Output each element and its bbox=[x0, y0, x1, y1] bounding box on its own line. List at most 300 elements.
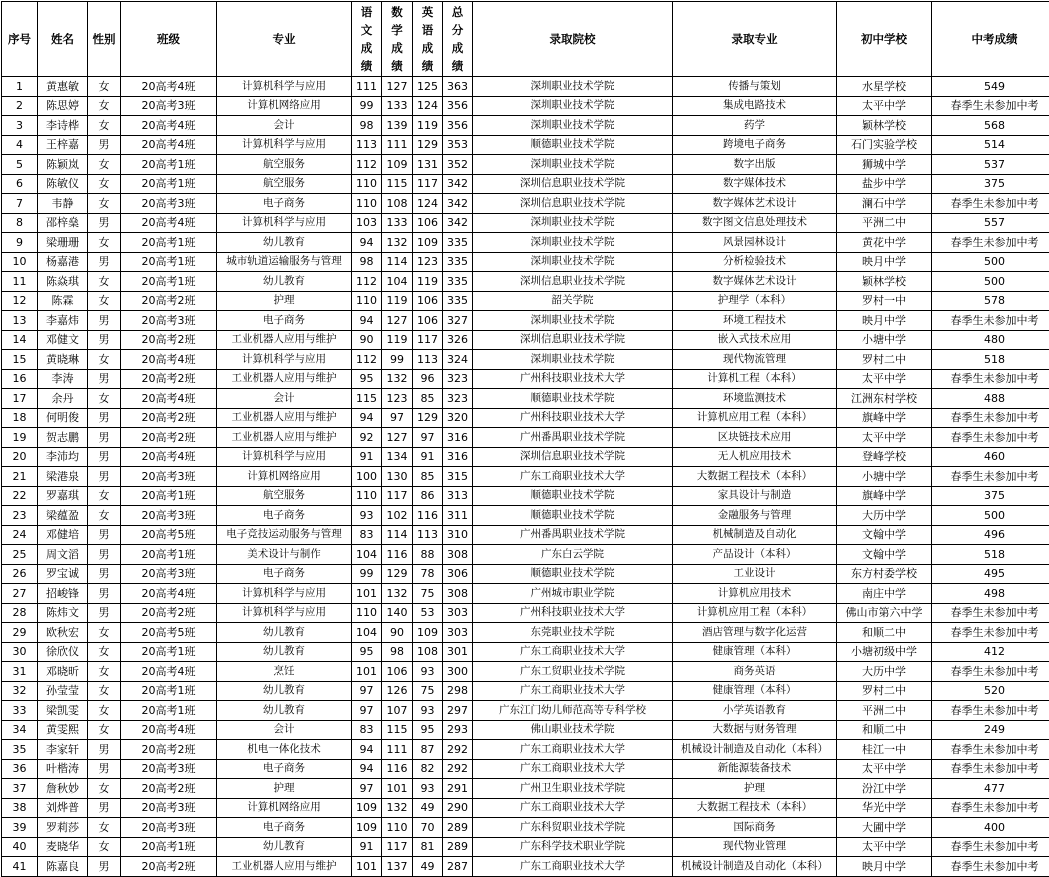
zhongkao-score-cell: 488 bbox=[932, 389, 1049, 409]
math-score-cell: 111 bbox=[382, 740, 413, 760]
name-cell: 陈嘉良 bbox=[38, 857, 88, 877]
zhongkao-score-cell: 春季生未参加中考 bbox=[932, 408, 1049, 428]
math-score-cell: 115 bbox=[382, 720, 413, 740]
total-score-cell: 323 bbox=[443, 369, 473, 389]
table-row bbox=[2, 77, 1049, 97]
math-score-cell: 132 bbox=[382, 369, 413, 389]
total-score-cell: 290 bbox=[443, 798, 473, 818]
class-cell: 20高考2班 bbox=[121, 369, 217, 389]
college-cell: 深圳职业技术学院 bbox=[473, 233, 673, 253]
class-cell: 20高考4班 bbox=[121, 213, 217, 233]
class-cell: 20高考4班 bbox=[121, 350, 217, 370]
english-score-cell: 109 bbox=[413, 623, 443, 643]
seq-cell: 10 bbox=[2, 252, 38, 272]
middle-school-cell: 澜石中学 bbox=[837, 194, 932, 214]
admitted-major-cell: 无人机应用技术 bbox=[673, 447, 837, 467]
college-cell: 深圳职业技术学院 bbox=[473, 116, 673, 136]
name-cell: 刘烨普 bbox=[38, 798, 88, 818]
college-cell: 深圳信息职业技术学院 bbox=[473, 272, 673, 292]
gender-cell: 女 bbox=[88, 77, 121, 97]
total-score-cell: 324 bbox=[443, 350, 473, 370]
math-score-cell: 99 bbox=[382, 350, 413, 370]
class-cell: 20高考4班 bbox=[121, 389, 217, 409]
admitted-major-cell: 数字图文信息处理技术 bbox=[673, 213, 837, 233]
college-cell: 广州卫生职业技术学院 bbox=[473, 779, 673, 799]
class-cell: 20高考1班 bbox=[121, 155, 217, 175]
chinese-score-cell: 83 bbox=[352, 720, 382, 740]
seq-cell: 34 bbox=[2, 720, 38, 740]
seq-cell: 2 bbox=[2, 96, 38, 116]
total-score-cell: 342 bbox=[443, 213, 473, 233]
major-cell: 计算机网络应用 bbox=[217, 798, 352, 818]
name-cell: 黄惠敏 bbox=[38, 77, 88, 97]
table-row bbox=[2, 662, 1049, 682]
class-cell: 20高考1班 bbox=[121, 174, 217, 194]
gender-cell: 女 bbox=[88, 272, 121, 292]
math-score-cell: 90 bbox=[382, 623, 413, 643]
name-cell: 陈焱琪 bbox=[38, 272, 88, 292]
math-score-cell: 106 bbox=[382, 662, 413, 682]
class-cell: 20高考3班 bbox=[121, 194, 217, 214]
zhongkao-score-cell: 春季生未参加中考 bbox=[932, 369, 1049, 389]
english-score-cell: 88 bbox=[413, 545, 443, 565]
zhongkao-score-cell: 春季生未参加中考 bbox=[932, 662, 1049, 682]
english-score-cell: 119 bbox=[413, 272, 443, 292]
class-cell: 20高考2班 bbox=[121, 291, 217, 311]
seq-cell: 36 bbox=[2, 759, 38, 779]
middle-school-cell: 罗村二中 bbox=[837, 681, 932, 701]
middle-school-cell: 盐步中学 bbox=[837, 174, 932, 194]
total-score-cell: 297 bbox=[443, 701, 473, 721]
math-score-cell: 115 bbox=[382, 174, 413, 194]
table-row bbox=[2, 701, 1049, 721]
gender-cell: 女 bbox=[88, 486, 121, 506]
admitted-major-cell: 健康管理（本科） bbox=[673, 681, 837, 701]
college-cell: 深圳信息职业技术学院 bbox=[473, 330, 673, 350]
seq-cell: 30 bbox=[2, 642, 38, 662]
college-cell: 深圳职业技术学院 bbox=[473, 96, 673, 116]
table-row bbox=[2, 447, 1049, 467]
table-row bbox=[2, 681, 1049, 701]
table-row bbox=[2, 233, 1049, 253]
middle-school-cell: 映月中学 bbox=[837, 252, 932, 272]
chinese-score-cell: 90 bbox=[352, 330, 382, 350]
admitted-major-cell: 新能源装备技术 bbox=[673, 759, 837, 779]
middle-school-cell: 石门实验学校 bbox=[837, 135, 932, 155]
total-score-cell: 320 bbox=[443, 408, 473, 428]
middle-school-cell: 太平中学 bbox=[837, 428, 932, 448]
middle-school-cell: 平洲二中 bbox=[837, 701, 932, 721]
english-score-cell: 70 bbox=[413, 818, 443, 838]
major-cell: 电子商务 bbox=[217, 564, 352, 584]
gender-cell: 女 bbox=[88, 174, 121, 194]
college-cell: 东莞职业技术学院 bbox=[473, 623, 673, 643]
middle-school-cell: 颖林学校 bbox=[837, 116, 932, 136]
chinese-score-cell: 110 bbox=[352, 174, 382, 194]
college-cell: 佛山职业技术学院 bbox=[473, 720, 673, 740]
name-cell: 邵梓燊 bbox=[38, 213, 88, 233]
english-score-cell: 109 bbox=[413, 233, 443, 253]
chinese-score-cell: 100 bbox=[352, 467, 382, 487]
middle-school-cell: 罗村一中 bbox=[837, 291, 932, 311]
zhongkao-score-cell: 春季生未参加中考 bbox=[932, 311, 1049, 331]
seq-cell: 25 bbox=[2, 545, 38, 565]
english-score-cell: 93 bbox=[413, 662, 443, 682]
chinese-score-cell: 103 bbox=[352, 213, 382, 233]
college-cell: 广东工商职业技术大学 bbox=[473, 740, 673, 760]
table-row bbox=[2, 818, 1049, 838]
math-score-cell: 137 bbox=[382, 857, 413, 877]
major-cell: 幼儿教育 bbox=[217, 681, 352, 701]
gender-cell: 女 bbox=[88, 350, 121, 370]
name-cell: 欧秋宏 bbox=[38, 623, 88, 643]
college-cell: 广东科贸职业技术学院 bbox=[473, 818, 673, 838]
math-score-cell: 134 bbox=[382, 447, 413, 467]
middle-school-cell: 旗峰中学 bbox=[837, 408, 932, 428]
zhongkao-score-cell: 春季生未参加中考 bbox=[932, 798, 1049, 818]
middle-school-cell: 黄花中学 bbox=[837, 233, 932, 253]
name-cell: 陈思婷 bbox=[38, 96, 88, 116]
admitted-major-cell: 金融服务与管理 bbox=[673, 506, 837, 526]
table-row bbox=[2, 194, 1049, 214]
seq-cell: 24 bbox=[2, 525, 38, 545]
major-cell: 工业机器人应用与维护 bbox=[217, 857, 352, 877]
admitted-major-cell: 跨境电子商务 bbox=[673, 135, 837, 155]
major-cell: 电子商务 bbox=[217, 311, 352, 331]
class-cell: 20高考1班 bbox=[121, 701, 217, 721]
gender-cell: 女 bbox=[88, 837, 121, 857]
table-row bbox=[2, 857, 1049, 877]
gender-cell: 男 bbox=[88, 798, 121, 818]
math-score-cell: 127 bbox=[382, 311, 413, 331]
chinese-score-cell: 101 bbox=[352, 662, 382, 682]
gender-cell: 男 bbox=[88, 603, 121, 623]
english-score-cell: 108 bbox=[413, 642, 443, 662]
math-score-cell: 108 bbox=[382, 194, 413, 214]
admitted-major-cell: 传播与策划 bbox=[673, 77, 837, 97]
total-score-cell: 335 bbox=[443, 272, 473, 292]
admitted-major-cell: 商务英语 bbox=[673, 662, 837, 682]
middle-school-cell: 汾江中学 bbox=[837, 779, 932, 799]
math-score-cell: 129 bbox=[382, 564, 413, 584]
table-row bbox=[2, 642, 1049, 662]
table-row bbox=[2, 525, 1049, 545]
zhongkao-score-cell: 578 bbox=[932, 291, 1049, 311]
name-cell: 邓晓昕 bbox=[38, 662, 88, 682]
chinese-score-cell: 98 bbox=[352, 252, 382, 272]
admitted-major-cell: 风景园林设计 bbox=[673, 233, 837, 253]
class-cell: 20高考2班 bbox=[121, 428, 217, 448]
english-score-cell: 97 bbox=[413, 428, 443, 448]
admitted-major-cell: 小学英语教育 bbox=[673, 701, 837, 721]
table-row bbox=[2, 486, 1049, 506]
name-cell: 王梓嘉 bbox=[38, 135, 88, 155]
math-score-cell: 132 bbox=[382, 584, 413, 604]
name-cell: 罗宝诚 bbox=[38, 564, 88, 584]
class-cell: 20高考2班 bbox=[121, 603, 217, 623]
english-score-cell: 85 bbox=[413, 389, 443, 409]
chinese-score-cell: 112 bbox=[352, 155, 382, 175]
total-score-cell: 353 bbox=[443, 135, 473, 155]
math-score-cell: 130 bbox=[382, 467, 413, 487]
chinese-score-cell: 109 bbox=[352, 818, 382, 838]
table-row bbox=[2, 467, 1049, 487]
chinese-score-cell: 101 bbox=[352, 584, 382, 604]
name-cell: 陈颖岚 bbox=[38, 155, 88, 175]
table-row bbox=[2, 291, 1049, 311]
chinese-score-cell: 97 bbox=[352, 681, 382, 701]
gender-cell: 女 bbox=[88, 720, 121, 740]
major-cell: 会计 bbox=[217, 720, 352, 740]
name-cell: 李嘉炜 bbox=[38, 311, 88, 331]
class-cell: 20高考3班 bbox=[121, 506, 217, 526]
zhongkao-score-cell: 春季生未参加中考 bbox=[932, 194, 1049, 214]
zhongkao-score-cell: 518 bbox=[932, 350, 1049, 370]
admitted-major-cell: 集成电路技术 bbox=[673, 96, 837, 116]
gender-cell: 女 bbox=[88, 818, 121, 838]
zhongkao-score-cell: 春季生未参加中考 bbox=[932, 96, 1049, 116]
major-cell: 电子竞技运动服务与管理 bbox=[217, 525, 352, 545]
seq-cell: 7 bbox=[2, 194, 38, 214]
seq-cell: 14 bbox=[2, 330, 38, 350]
chinese-score-cell: 110 bbox=[352, 486, 382, 506]
middle-school-cell: 大历中学 bbox=[837, 506, 932, 526]
seq-cell: 12 bbox=[2, 291, 38, 311]
math-score-cell: 101 bbox=[382, 779, 413, 799]
zhongkao-score-cell: 春季生未参加中考 bbox=[932, 837, 1049, 857]
name-cell: 罗莉莎 bbox=[38, 818, 88, 838]
zhongkao-score-cell: 549 bbox=[932, 77, 1049, 97]
zhongkao-score-cell: 春季生未参加中考 bbox=[932, 857, 1049, 877]
zhongkao-score-cell: 500 bbox=[932, 272, 1049, 292]
chinese-score-cell: 94 bbox=[352, 233, 382, 253]
english-score-cell: 86 bbox=[413, 486, 443, 506]
english-score-cell: 53 bbox=[413, 603, 443, 623]
admitted-major-cell: 数字媒体技术 bbox=[673, 174, 837, 194]
name-cell: 梁凯雯 bbox=[38, 701, 88, 721]
admitted-major-cell: 分析检验技术 bbox=[673, 252, 837, 272]
english-score-cell: 49 bbox=[413, 857, 443, 877]
english-score-cell: 95 bbox=[413, 720, 443, 740]
gender-cell: 男 bbox=[88, 330, 121, 350]
admitted-major-cell: 机械设计制造及自动化（本科） bbox=[673, 857, 837, 877]
college-cell: 广东江门幼儿师范高等专科学校 bbox=[473, 701, 673, 721]
english-score-cell: 87 bbox=[413, 740, 443, 760]
seq-cell: 33 bbox=[2, 701, 38, 721]
table-row bbox=[2, 135, 1049, 155]
header-zhongkao-score: 中考成绩 bbox=[932, 2, 1049, 77]
admitted-major-cell: 数字出版 bbox=[673, 155, 837, 175]
gender-cell: 男 bbox=[88, 408, 121, 428]
middle-school-cell: 小塘中学 bbox=[837, 330, 932, 350]
admitted-major-cell: 健康管理（本科） bbox=[673, 642, 837, 662]
zhongkao-score-cell: 496 bbox=[932, 525, 1049, 545]
college-cell: 广东工商职业技术大学 bbox=[473, 759, 673, 779]
college-cell: 深圳信息职业技术学院 bbox=[473, 194, 673, 214]
table-row bbox=[2, 174, 1049, 194]
zhongkao-score-cell: 400 bbox=[932, 818, 1049, 838]
total-score-cell: 308 bbox=[443, 545, 473, 565]
college-cell: 广州城市职业学院 bbox=[473, 584, 673, 604]
college-cell: 深圳信息职业技术学院 bbox=[473, 447, 673, 467]
table-row bbox=[2, 798, 1049, 818]
gender-cell: 男 bbox=[88, 525, 121, 545]
seq-cell: 8 bbox=[2, 213, 38, 233]
name-cell: 余丹 bbox=[38, 389, 88, 409]
total-score-cell: 289 bbox=[443, 818, 473, 838]
english-score-cell: 78 bbox=[413, 564, 443, 584]
zhongkao-score-cell: 春季生未参加中考 bbox=[932, 233, 1049, 253]
middle-school-cell: 太平中学 bbox=[837, 759, 932, 779]
gender-cell: 男 bbox=[88, 252, 121, 272]
college-cell: 广州科技职业技术大学 bbox=[473, 369, 673, 389]
seq-cell: 16 bbox=[2, 369, 38, 389]
math-score-cell: 133 bbox=[382, 213, 413, 233]
gender-cell: 女 bbox=[88, 662, 121, 682]
class-cell: 20高考1班 bbox=[121, 681, 217, 701]
chinese-score-cell: 93 bbox=[352, 506, 382, 526]
major-cell: 幼儿教育 bbox=[217, 233, 352, 253]
table-row bbox=[2, 545, 1049, 565]
admitted-major-cell: 数字媒体艺术设计 bbox=[673, 272, 837, 292]
seq-cell: 13 bbox=[2, 311, 38, 331]
total-score-cell: 298 bbox=[443, 681, 473, 701]
table-row bbox=[2, 116, 1049, 136]
total-score-cell: 315 bbox=[443, 467, 473, 487]
major-cell: 电子商务 bbox=[217, 194, 352, 214]
total-score-cell: 313 bbox=[443, 486, 473, 506]
english-score-cell: 82 bbox=[413, 759, 443, 779]
math-score-cell: 139 bbox=[382, 116, 413, 136]
chinese-score-cell: 109 bbox=[352, 798, 382, 818]
total-score-cell: 316 bbox=[443, 447, 473, 467]
table-row bbox=[2, 96, 1049, 116]
major-cell: 计算机科学与应用 bbox=[217, 350, 352, 370]
name-cell: 李诗桦 bbox=[38, 116, 88, 136]
major-cell: 会计 bbox=[217, 389, 352, 409]
middle-school-cell: 大历中学 bbox=[837, 662, 932, 682]
college-cell: 顺德职业技术学院 bbox=[473, 389, 673, 409]
class-cell: 20高考2班 bbox=[121, 330, 217, 350]
zhongkao-score-cell: 375 bbox=[932, 174, 1049, 194]
total-score-cell: 335 bbox=[443, 252, 473, 272]
name-cell: 何明俊 bbox=[38, 408, 88, 428]
table-row bbox=[2, 369, 1049, 389]
class-cell: 20高考3班 bbox=[121, 818, 217, 838]
zhongkao-score-cell: 557 bbox=[932, 213, 1049, 233]
admitted-major-cell: 计算机应用工程（本科） bbox=[673, 603, 837, 623]
table-row bbox=[2, 389, 1049, 409]
english-score-cell: 106 bbox=[413, 291, 443, 311]
class-cell: 20高考2班 bbox=[121, 857, 217, 877]
table-row bbox=[2, 623, 1049, 643]
gender-cell: 女 bbox=[88, 506, 121, 526]
math-score-cell: 102 bbox=[382, 506, 413, 526]
zhongkao-score-cell: 春季生未参加中考 bbox=[932, 467, 1049, 487]
major-cell: 幼儿教育 bbox=[217, 701, 352, 721]
english-score-cell: 85 bbox=[413, 467, 443, 487]
table-row bbox=[2, 252, 1049, 272]
college-cell: 广东工商职业技术大学 bbox=[473, 857, 673, 877]
middle-school-cell: 文翰中学 bbox=[837, 525, 932, 545]
zhongkao-score-cell: 514 bbox=[932, 135, 1049, 155]
total-score-cell: 326 bbox=[443, 330, 473, 350]
college-cell: 深圳职业技术学院 bbox=[473, 213, 673, 233]
chinese-score-cell: 83 bbox=[352, 525, 382, 545]
name-cell: 陈霖 bbox=[38, 291, 88, 311]
chinese-score-cell: 99 bbox=[352, 96, 382, 116]
zhongkao-score-cell: 477 bbox=[932, 779, 1049, 799]
college-cell: 广东白云学院 bbox=[473, 545, 673, 565]
chinese-score-cell: 101 bbox=[352, 857, 382, 877]
chinese-score-cell: 94 bbox=[352, 740, 382, 760]
major-cell: 计算机网络应用 bbox=[217, 96, 352, 116]
admitted-major-cell: 家具设计与制造 bbox=[673, 486, 837, 506]
total-score-cell: 335 bbox=[443, 233, 473, 253]
math-score-cell: 116 bbox=[382, 545, 413, 565]
admitted-major-cell: 计算机应用技术 bbox=[673, 584, 837, 604]
middle-school-cell: 桂江一中 bbox=[837, 740, 932, 760]
header-total-score: 总 分 成 绩 bbox=[443, 2, 473, 77]
table-row bbox=[2, 155, 1049, 175]
admitted-major-cell: 嵌入式技术应用 bbox=[673, 330, 837, 350]
class-cell: 20高考1班 bbox=[121, 252, 217, 272]
chinese-score-cell: 112 bbox=[352, 272, 382, 292]
table-row bbox=[2, 837, 1049, 857]
english-score-cell: 129 bbox=[413, 408, 443, 428]
header-middle-school: 初中学校 bbox=[837, 2, 932, 77]
seq-cell: 3 bbox=[2, 116, 38, 136]
total-score-cell: 303 bbox=[443, 623, 473, 643]
zhongkao-score-cell: 500 bbox=[932, 252, 1049, 272]
gender-cell: 男 bbox=[88, 135, 121, 155]
total-score-cell: 308 bbox=[443, 584, 473, 604]
name-cell: 陈敏仪 bbox=[38, 174, 88, 194]
zhongkao-score-cell: 460 bbox=[932, 447, 1049, 467]
table-row bbox=[2, 584, 1049, 604]
gender-cell: 女 bbox=[88, 291, 121, 311]
english-score-cell: 93 bbox=[413, 779, 443, 799]
major-cell: 工业机器人应用与维护 bbox=[217, 428, 352, 448]
table-row bbox=[2, 759, 1049, 779]
zhongkao-score-cell: 春季生未参加中考 bbox=[932, 759, 1049, 779]
chinese-score-cell: 97 bbox=[352, 701, 382, 721]
total-score-cell: 293 bbox=[443, 720, 473, 740]
gender-cell: 男 bbox=[88, 857, 121, 877]
name-cell: 梁蕴盈 bbox=[38, 506, 88, 526]
major-cell: 航空服务 bbox=[217, 155, 352, 175]
name-cell: 李涛 bbox=[38, 369, 88, 389]
total-score-cell: 363 bbox=[443, 77, 473, 97]
name-cell: 黄晓琳 bbox=[38, 350, 88, 370]
middle-school-cell: 东方村委学校 bbox=[837, 564, 932, 584]
seq-cell: 32 bbox=[2, 681, 38, 701]
total-score-cell: 310 bbox=[443, 525, 473, 545]
college-cell: 广东工贸职业技术学院 bbox=[473, 662, 673, 682]
college-cell: 顺德职业技术学院 bbox=[473, 135, 673, 155]
math-score-cell: 132 bbox=[382, 233, 413, 253]
zhongkao-score-cell: 249 bbox=[932, 720, 1049, 740]
college-cell: 广东工商职业技术大学 bbox=[473, 467, 673, 487]
middle-school-cell: 映月中学 bbox=[837, 311, 932, 331]
chinese-score-cell: 94 bbox=[352, 759, 382, 779]
chinese-score-cell: 113 bbox=[352, 135, 382, 155]
gender-cell: 女 bbox=[88, 194, 121, 214]
header-name: 姓名 bbox=[38, 2, 88, 77]
name-cell: 邓健培 bbox=[38, 525, 88, 545]
table-body bbox=[2, 77, 1049, 877]
total-score-cell: 306 bbox=[443, 564, 473, 584]
